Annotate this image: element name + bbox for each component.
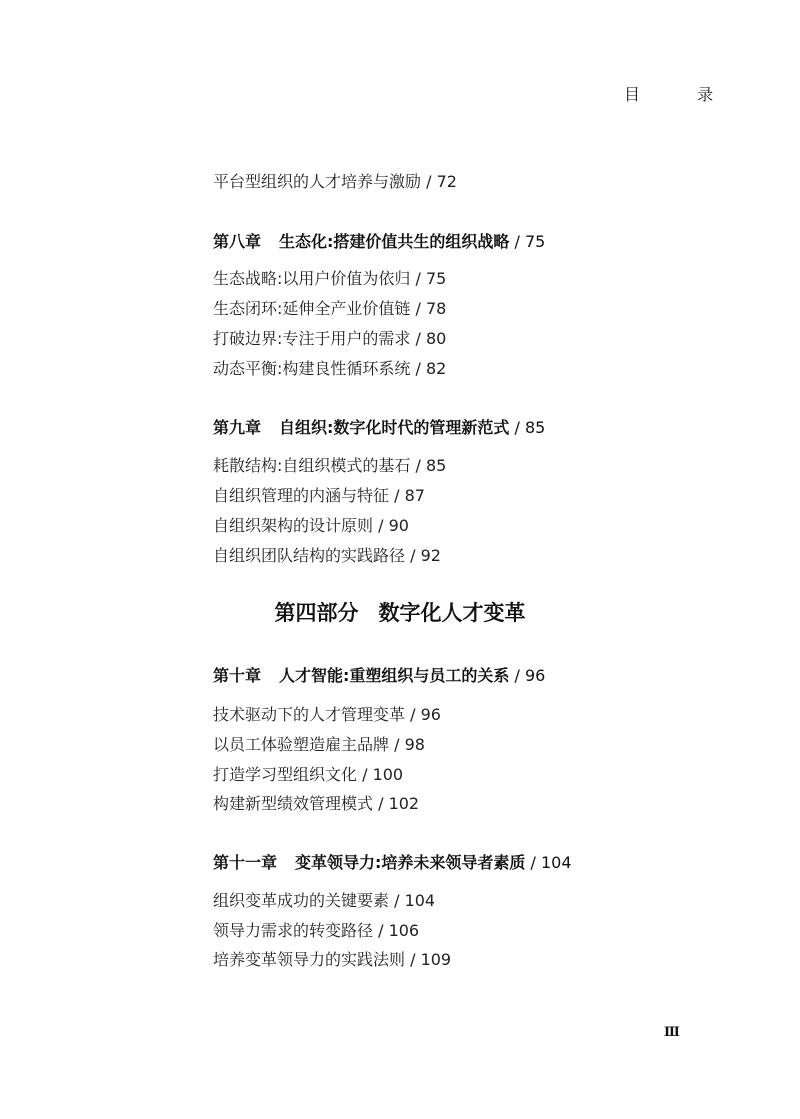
- toc-entry-text: 打破边界:专注于用户的需求 / 80: [213, 329, 447, 348]
- toc-entry-text: 组织变革成功的关键要素 / 104: [213, 891, 436, 910]
- toc-entry-text: 自组织管理的内涵与特征 / 87: [213, 486, 425, 505]
- toc-entry: [213, 947, 451, 970]
- running-head: 目 录: [624, 85, 740, 104]
- toc-entry: [213, 791, 419, 814]
- chapter-heading-9: [213, 415, 545, 438]
- chapter-page: / 85: [509, 418, 546, 437]
- toc-entry: [213, 762, 403, 785]
- chapter-heading-11: [213, 850, 572, 873]
- chapter-page: / 96: [509, 666, 546, 685]
- toc-entry: [213, 326, 446, 349]
- toc-entry: [213, 702, 441, 725]
- toc-entry-text: 领导力需求的转变路径 / 106: [213, 921, 420, 940]
- toc-entry-text: 动态平衡:构建良性循环系统 / 82: [213, 359, 447, 378]
- chapter-heading-8: [213, 229, 545, 252]
- chapter-page: / 75: [509, 232, 546, 251]
- chapter-number: 第九章: [213, 418, 262, 437]
- toc-entry: [213, 453, 446, 476]
- chapter-heading-10: [213, 663, 545, 686]
- toc-entry: [213, 513, 409, 536]
- toc-entry: [213, 296, 446, 319]
- chapter-number: 第十章: [213, 666, 262, 685]
- toc-entry-text: 平台型组织的人才培养与激励 / 72: [213, 172, 457, 191]
- chapter-title: 变革领导力:培养未来领导者素质: [295, 853, 526, 872]
- toc-entry-text: 技术驱动下的人才管理变革 / 96: [213, 705, 441, 724]
- toc-entry-text: 以员工体验塑造雇主品牌 / 98: [213, 735, 425, 754]
- part-title: [0, 597, 800, 627]
- toc-entry: [213, 732, 425, 755]
- toc-entry-text: 自组织架构的设计原则 / 90: [213, 516, 409, 535]
- toc-entry: [213, 483, 425, 506]
- toc-entry: [213, 888, 435, 911]
- toc-entry-text: 生态战略:以用户价值为依归 / 75: [213, 269, 447, 288]
- chapter-number: 第十一章: [213, 853, 278, 872]
- chapter-title: 人才智能:重塑组织与员工的关系: [279, 666, 510, 685]
- toc-entry: [213, 918, 419, 941]
- chapter-title: 自组织:数字化时代的管理新范式: [279, 418, 510, 437]
- toc-entry-text: 生态闭环:延伸全产业价值链 / 78: [213, 299, 447, 318]
- chapter-number: 第八章: [213, 232, 262, 251]
- toc-entry: [213, 169, 457, 192]
- toc-entry: [213, 543, 441, 566]
- toc-entry-text: 自组织团队结构的实践路径 / 92: [213, 546, 441, 565]
- toc-entry-text: 培养变革领导力的实践法则 / 109: [213, 950, 452, 969]
- toc-entry-text: 构建新型绩效管理模式 / 102: [213, 794, 420, 813]
- part-number: 第四部分: [274, 600, 359, 625]
- toc-entry: [213, 266, 446, 289]
- toc-entry-text: 耗散结构:自组织模式的基石 / 85: [213, 456, 447, 475]
- toc-entry-text: 打造学习型组织文化 / 100: [213, 765, 404, 784]
- part-name: 数字化人才变革: [378, 600, 526, 625]
- toc-entry: [213, 356, 446, 379]
- chapter-page: / 104: [525, 853, 572, 872]
- chapter-title: 生态化:搭建价值共生的组织战略: [279, 232, 510, 251]
- page-number: Ⅲ: [664, 1025, 679, 1040]
